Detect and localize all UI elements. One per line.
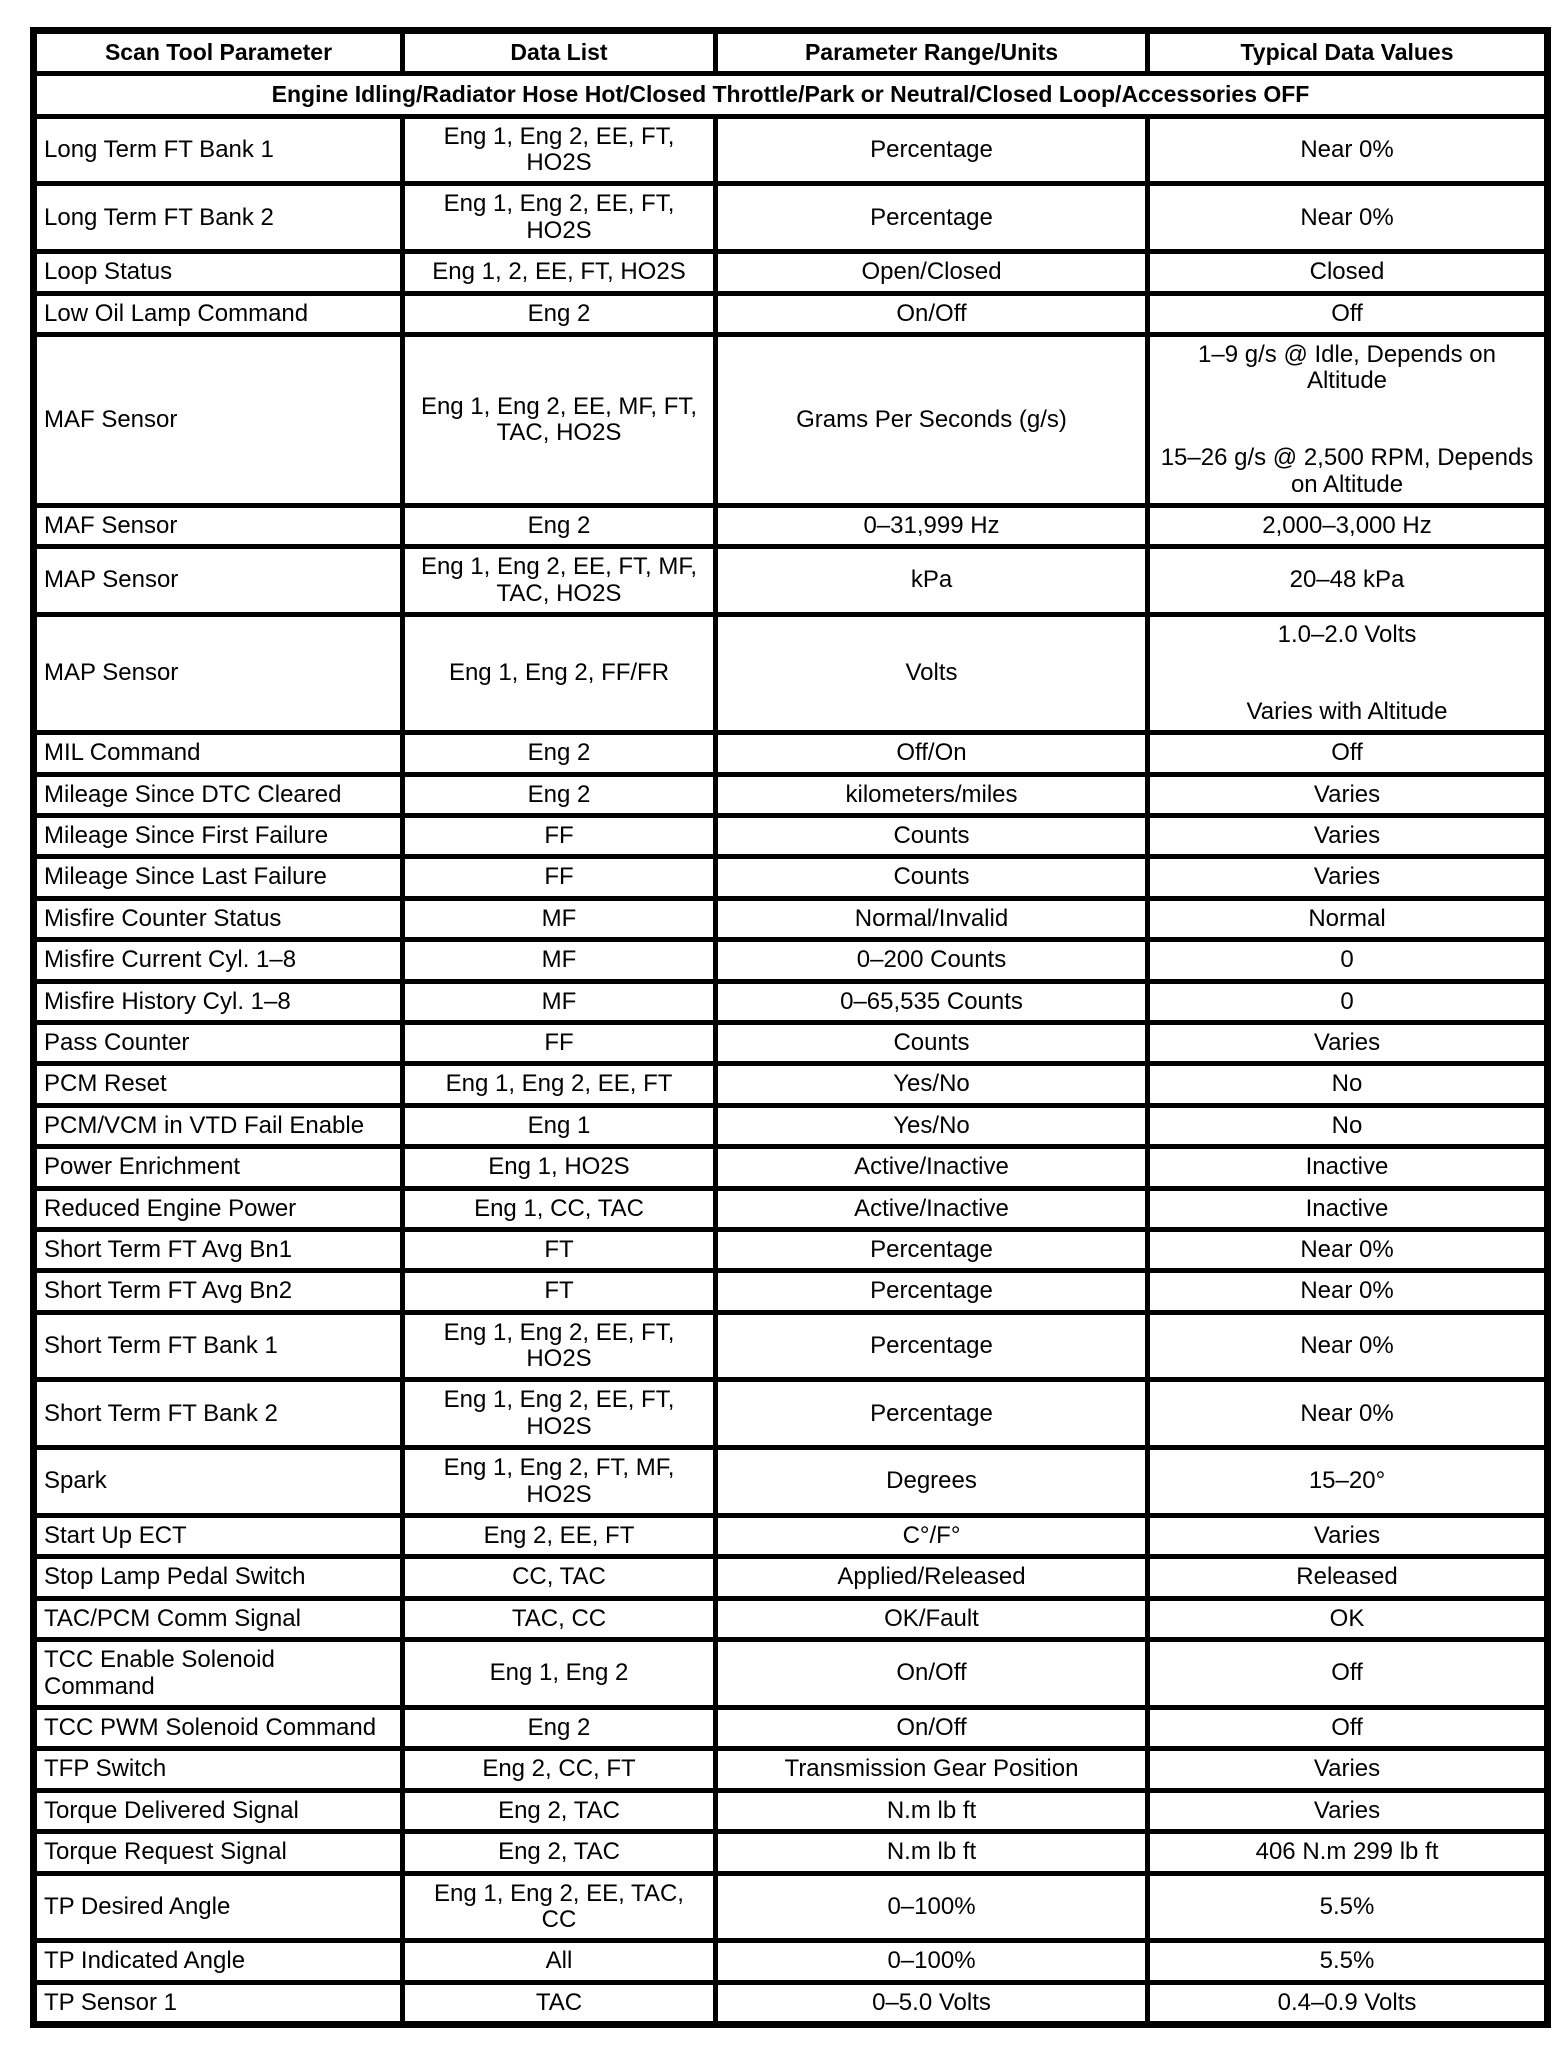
range-units-cell: N.m lb ft <box>716 1832 1148 1873</box>
typical-value-line: Varies <box>1313 1522 1381 1550</box>
column-header-scan-tool-parameter: Scan Tool Parameter <box>34 31 403 74</box>
typical-value-cell <box>1148 1448 1548 1516</box>
condition-banner-row <box>34 74 1548 116</box>
range-units-cell: Counts <box>716 857 1148 898</box>
table-row <box>34 184 1548 252</box>
typical-value-line: Off <box>1331 299 1363 327</box>
param-cell: TP Indicated Angle <box>34 1941 403 1982</box>
range-units-cell: kilometers/miles <box>716 774 1148 815</box>
typical-value-line: Normal <box>1308 904 1386 932</box>
typical-value-cell <box>1148 940 1548 981</box>
data-list-cell: FF <box>403 816 716 857</box>
table-row <box>34 1022 1548 1063</box>
param-cell: PCM/VCM in VTD Fail Enable <box>34 1105 403 1146</box>
typical-value-cell <box>1148 1708 1548 1749</box>
data-list-cell: FT <box>403 1229 716 1270</box>
typical-value-line: Off <box>1331 1659 1363 1687</box>
typical-value-line: Near 0% <box>1300 1235 1394 1263</box>
range-units-cell: Off/On <box>716 733 1148 774</box>
range-units-cell: Percentage <box>716 1271 1148 1312</box>
typical-value-cell <box>1148 615 1548 733</box>
data-list-cell: Eng 1, CC, TAC <box>403 1188 716 1229</box>
range-units-cell: Applied/Released <box>716 1557 1148 1598</box>
range-units-cell: 0–200 Counts <box>716 940 1148 981</box>
data-list-cell: Eng 1, Eng 2, EE, FT, HO2S <box>403 116 716 184</box>
table-row <box>34 1749 1548 1790</box>
typical-value-line: Closed <box>1309 258 1385 286</box>
table-row <box>34 334 1548 505</box>
param-cell: Start Up ECT <box>34 1516 403 1557</box>
data-list-cell: MF <box>403 898 716 939</box>
range-units-cell: 0–100% <box>716 1941 1148 1982</box>
data-list-cell: Eng 1, Eng 2, EE, FT, HO2S <box>403 184 716 252</box>
range-units-cell: Yes/No <box>716 1105 1148 1146</box>
data-list-cell: All <box>403 1941 716 1982</box>
typical-value-cell <box>1148 1640 1548 1708</box>
typical-value-line: Varies <box>1313 1796 1381 1824</box>
table-row <box>34 1708 1548 1749</box>
param-cell: Stop Lamp Pedal Switch <box>34 1557 403 1598</box>
column-header-typical-data-values: Typical Data Values <box>1148 31 1548 74</box>
param-cell: Reduced Engine Power <box>34 1188 403 1229</box>
range-units-cell: kPa <box>716 547 1148 615</box>
typical-value-line: 0 <box>1340 987 1354 1015</box>
data-list-cell: Eng 2 <box>403 293 716 334</box>
typical-value-line: Varies <box>1313 780 1381 808</box>
typical-value-cell <box>1148 293 1548 334</box>
param-cell: TFP Switch <box>34 1749 403 1790</box>
param-cell: Short Term FT Avg Bn2 <box>34 1271 403 1312</box>
typical-value-line: Inactive <box>1305 1153 1389 1181</box>
param-cell: Misfire History Cyl. 1–8 <box>34 981 403 1022</box>
param-cell: Pass Counter <box>34 1022 403 1063</box>
typical-value-line: No <box>1331 1111 1363 1139</box>
typical-value-line: Off <box>1331 739 1363 767</box>
data-list-cell: Eng 1, Eng 2, EE, FT, HO2S <box>403 1312 716 1380</box>
param-cell: TP Sensor 1 <box>34 1982 403 2024</box>
typical-value-line: 0.4–0.9 Volts <box>1277 1988 1417 2016</box>
typical-value-cell <box>1148 1598 1548 1639</box>
typical-value-line: Varies <box>1313 822 1381 850</box>
table-row <box>34 1598 1548 1639</box>
table-row <box>34 774 1548 815</box>
param-cell: Power Enrichment <box>34 1147 403 1188</box>
range-units-cell: N.m lb ft <box>716 1790 1148 1831</box>
typical-value-cell <box>1148 1105 1548 1146</box>
param-cell: Torque Delivered Signal <box>34 1790 403 1831</box>
range-units-cell: OK/Fault <box>716 1598 1148 1639</box>
param-cell: Short Term FT Bank 1 <box>34 1312 403 1380</box>
range-units-cell: 0–65,535 Counts <box>716 981 1148 1022</box>
table-row <box>34 733 1548 774</box>
table-row <box>34 1271 1548 1312</box>
range-units-cell: Percentage <box>716 1229 1148 1270</box>
typical-value-cell <box>1148 505 1548 546</box>
typical-value-cell <box>1148 1380 1548 1448</box>
range-units-cell: C°/F° <box>716 1516 1148 1557</box>
typical-value-cell <box>1148 1022 1548 1063</box>
data-list-cell: Eng 1 <box>403 1105 716 1146</box>
range-units-cell: Active/Inactive <box>716 1188 1148 1229</box>
typical-value-cell <box>1148 1229 1548 1270</box>
typical-value-line: 2,000–3,000 Hz <box>1262 511 1432 539</box>
typical-value-cell <box>1148 816 1548 857</box>
table-row <box>34 1832 1548 1873</box>
data-list-cell: Eng 1, Eng 2 <box>403 1640 716 1708</box>
table-row <box>34 1105 1548 1146</box>
range-units-cell: Degrees <box>716 1448 1148 1516</box>
table-row <box>34 547 1548 615</box>
data-list-cell: FT <box>403 1271 716 1312</box>
data-list-cell: Eng 1, Eng 2, FF/FR <box>403 615 716 733</box>
typical-value-line: Near 0% <box>1300 1399 1394 1427</box>
table-row <box>34 816 1548 857</box>
typical-value-line: Varies <box>1313 863 1381 891</box>
param-cell: Mileage Since DTC Cleared <box>34 774 403 815</box>
typical-value-line: 1.0–2.0 Volts <box>1277 621 1417 649</box>
column-header-data-list: Data List <box>403 31 716 74</box>
typical-value-cell <box>1148 1790 1548 1831</box>
param-cell: Long Term FT Bank 2 <box>34 184 403 252</box>
data-list-cell: Eng 1, Eng 2, EE, TAC, CC <box>403 1873 716 1941</box>
typical-value-cell <box>1148 1147 1548 1188</box>
table-row <box>34 940 1548 981</box>
data-list-cell: CC, TAC <box>403 1557 716 1598</box>
table-row <box>34 1790 1548 1831</box>
typical-value-cell <box>1148 1064 1548 1105</box>
data-list-cell: Eng 1, Eng 2, EE, FT, MF, TAC, HO2S <box>403 547 716 615</box>
typical-value-cell <box>1148 774 1548 815</box>
typical-value-cell <box>1148 981 1548 1022</box>
typical-value-cell <box>1148 116 1548 184</box>
range-units-cell: Percentage <box>716 116 1148 184</box>
table-row <box>34 1448 1548 1516</box>
typical-value-line: 1–9 g/s @ Idle, Depends on Altitude <box>1198 340 1496 395</box>
range-units-cell: On/Off <box>716 1640 1148 1708</box>
operating-conditions-banner: Engine Idling/Radiator Hose Hot/Closed Throttle/Park or Neutral/Closed Loop/Accessories OFF <box>34 74 1548 116</box>
typical-value-cell <box>1148 1941 1548 1982</box>
table-row <box>34 857 1548 898</box>
data-list-cell: Eng 2 <box>403 774 716 815</box>
typical-value-line: Released <box>1296 1563 1398 1591</box>
range-units-cell: 0–5.0 Volts <box>716 1982 1148 2024</box>
typical-value-cell <box>1148 1873 1548 1941</box>
table-row <box>34 1873 1548 1941</box>
table-row <box>34 1557 1548 1598</box>
param-cell: Mileage Since Last Failure <box>34 857 403 898</box>
param-cell: Low Oil Lamp Command <box>34 293 403 334</box>
range-units-cell: 0–31,999 Hz <box>716 505 1148 546</box>
param-cell: MAF Sensor <box>34 334 403 505</box>
table-row <box>34 615 1548 733</box>
param-cell: Long Term FT Bank 1 <box>34 116 403 184</box>
table-row <box>34 1147 1548 1188</box>
table-row <box>34 1064 1548 1105</box>
table-row <box>34 293 1548 334</box>
param-cell: Loop Status <box>34 252 403 293</box>
table-row <box>34 981 1548 1022</box>
param-cell: Misfire Current Cyl. 1–8 <box>34 940 403 981</box>
typical-value-line: 0 <box>1340 946 1354 974</box>
table-row <box>34 116 1548 184</box>
typical-value-cell <box>1148 334 1548 505</box>
range-units-cell: Grams Per Seconds (g/s) <box>716 334 1148 505</box>
data-list-cell: MF <box>403 940 716 981</box>
typical-value-line: Varies <box>1313 1755 1381 1783</box>
typical-value-cell <box>1148 1982 1548 2024</box>
data-list-cell: MF <box>403 981 716 1022</box>
typical-value-cell <box>1148 1516 1548 1557</box>
data-list-cell: Eng 1, Eng 2, EE, FT, HO2S <box>403 1380 716 1448</box>
table-row <box>34 505 1548 546</box>
range-units-cell: Counts <box>716 1022 1148 1063</box>
typical-value-line: 5.5% <box>1319 1892 1375 1920</box>
data-list-cell: Eng 2, TAC <box>403 1832 716 1873</box>
table-header-row <box>34 31 1548 74</box>
data-list-cell: FF <box>403 1022 716 1063</box>
data-list-cell: TAC <box>403 1982 716 2024</box>
data-list-cell: Eng 1, Eng 2, EE, MF, FT, TAC, HO2S <box>403 334 716 505</box>
table-row <box>34 252 1548 293</box>
param-cell: Mileage Since First Failure <box>34 816 403 857</box>
typical-value-line: OK <box>1329 1604 1365 1632</box>
data-list-cell: FF <box>403 857 716 898</box>
scan-tool-parameter-table <box>30 27 1551 2028</box>
param-cell: TCC PWM Solenoid Command <box>34 1708 403 1749</box>
data-list-cell: Eng 1, 2, EE, FT, HO2S <box>403 252 716 293</box>
param-cell: Spark <box>34 1448 403 1516</box>
typical-value-line: Inactive <box>1305 1194 1389 1222</box>
typical-value-line: 20–48 kPa <box>1289 566 1405 594</box>
typical-value-cell <box>1148 898 1548 939</box>
range-units-cell: 0–100% <box>716 1873 1148 1941</box>
range-units-cell: Active/Inactive <box>716 1147 1148 1188</box>
table-row <box>34 1188 1548 1229</box>
param-cell: MAP Sensor <box>34 615 403 733</box>
typical-value-line: Near 0% <box>1300 1277 1394 1305</box>
typical-value-cell <box>1148 184 1548 252</box>
typical-value-line: Near 0% <box>1300 1331 1394 1359</box>
typical-value-cell <box>1148 252 1548 293</box>
table-row <box>34 1380 1548 1448</box>
range-units-cell: On/Off <box>716 1708 1148 1749</box>
table-row <box>34 898 1548 939</box>
typical-value-cell <box>1148 733 1548 774</box>
typical-value-line: 406 N.m 299 lb ft <box>1255 1838 1439 1866</box>
param-cell: TAC/PCM Comm Signal <box>34 1598 403 1639</box>
param-cell: Torque Request Signal <box>34 1832 403 1873</box>
typical-value-cell <box>1148 1832 1548 1873</box>
range-units-cell: Volts <box>716 615 1148 733</box>
range-units-cell: Transmission Gear Position <box>716 1749 1148 1790</box>
table-row <box>34 1640 1548 1708</box>
table-row <box>34 1982 1548 2024</box>
table-row <box>34 1941 1548 1982</box>
param-cell: Misfire Counter Status <box>34 898 403 939</box>
range-units-cell: Open/Closed <box>716 252 1148 293</box>
typical-value-cell <box>1148 1312 1548 1380</box>
param-cell: Short Term FT Bank 2 <box>34 1380 403 1448</box>
table-row <box>34 1312 1548 1380</box>
column-header-parameter-range-units: Parameter Range/Units <box>716 31 1148 74</box>
typical-value-line: Near 0% <box>1300 203 1394 231</box>
data-list-cell: Eng 2 <box>403 505 716 546</box>
typical-value-line: Varies with Altitude <box>1246 697 1448 725</box>
range-units-cell: Percentage <box>716 1380 1148 1448</box>
param-cell: MAP Sensor <box>34 547 403 615</box>
table-body <box>34 116 1548 2025</box>
range-units-cell: Normal/Invalid <box>716 898 1148 939</box>
typical-value-cell <box>1148 857 1548 898</box>
table-row <box>34 1229 1548 1270</box>
typical-value-line: Off <box>1331 1714 1363 1741</box>
data-list-cell: Eng 2, TAC <box>403 1790 716 1831</box>
data-list-cell: Eng 2 <box>403 1708 716 1749</box>
data-list-cell: TAC, CC <box>403 1598 716 1639</box>
param-cell: TCC Enable Solenoid Command <box>34 1640 403 1708</box>
typical-value-line: 15–20° <box>1308 1467 1386 1495</box>
data-list-cell: Eng 2, CC, FT <box>403 1749 716 1790</box>
typical-value-cell <box>1148 1271 1548 1312</box>
typical-value-line: No <box>1331 1070 1363 1098</box>
range-units-cell: Yes/No <box>716 1064 1148 1105</box>
typical-value-line: Near 0% <box>1300 135 1394 163</box>
range-units-cell: Percentage <box>716 184 1148 252</box>
data-list-cell: Eng 2 <box>403 733 716 774</box>
typical-value-line: 5.5% <box>1319 1947 1375 1975</box>
data-list-cell: Eng 1, Eng 2, EE, FT <box>403 1064 716 1105</box>
data-list-cell: Eng 1, HO2S <box>403 1147 716 1188</box>
typical-value-cell <box>1148 1749 1548 1790</box>
typical-value-cell <box>1148 1557 1548 1598</box>
param-cell: MIL Command <box>34 733 403 774</box>
typical-value-line: 15–26 g/s @ 2,500 RPM, Depends on Altitude <box>1160 444 1534 498</box>
range-units-cell: Counts <box>716 816 1148 857</box>
range-units-cell: Percentage <box>716 1312 1148 1380</box>
typical-value-line: Varies <box>1313 1028 1381 1056</box>
param-cell: Short Term FT Avg Bn1 <box>34 1229 403 1270</box>
table-row <box>34 1516 1548 1557</box>
typical-value-cell <box>1148 1188 1548 1229</box>
range-units-cell: On/Off <box>716 293 1148 334</box>
param-cell: PCM Reset <box>34 1064 403 1105</box>
data-list-cell: Eng 1, Eng 2, FT, MF, HO2S <box>403 1448 716 1516</box>
data-list-cell: Eng 2, EE, FT <box>403 1516 716 1557</box>
param-cell: TP Desired Angle <box>34 1873 403 1941</box>
typical-value-cell <box>1148 547 1548 615</box>
param-cell: MAF Sensor <box>34 505 403 546</box>
